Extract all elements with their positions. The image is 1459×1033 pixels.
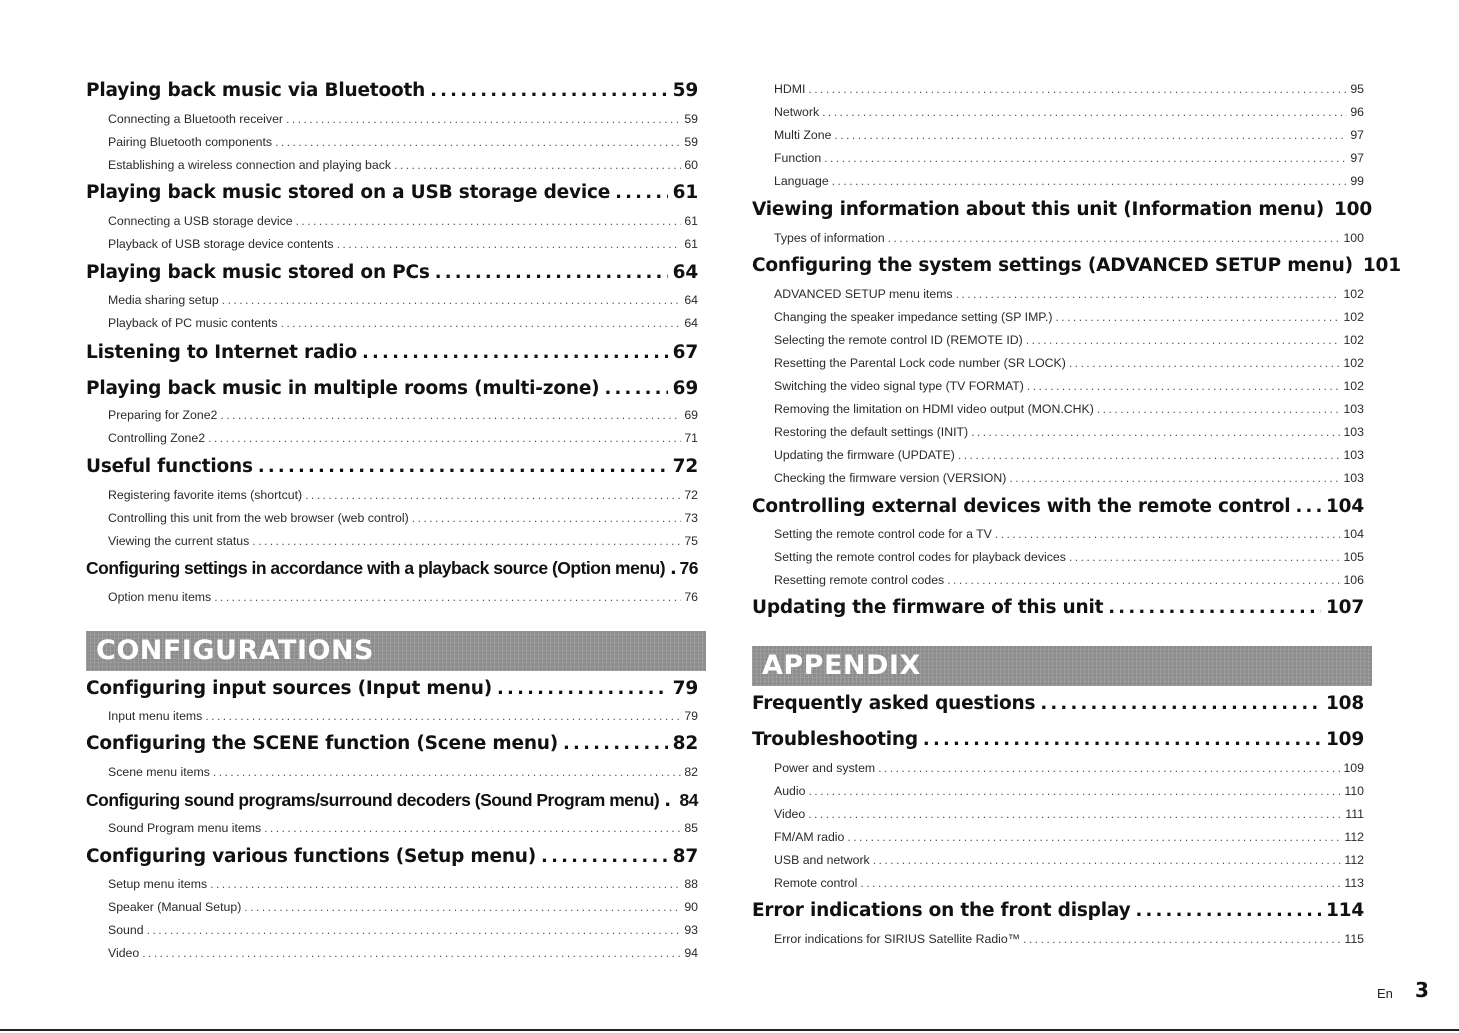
toc-entry-title: Option menu items <box>108 590 212 604</box>
dot-leader <box>1055 310 1340 324</box>
dot-leader <box>205 709 681 723</box>
toc-entry-title: Setting the remote control code for a TV <box>774 527 992 541</box>
toc-entry-page: 106 <box>1343 573 1364 587</box>
dot-leader <box>210 877 681 891</box>
toc-entry-page: 97 <box>1350 128 1364 142</box>
toc-entry-page: 102 <box>1343 379 1364 393</box>
toc-entry-title: Resetting the Parental Lock code number (SR LOCK) <box>774 356 1066 370</box>
toc-entry-title: Video <box>774 807 806 821</box>
toc-sub-entry[interactable] <box>108 946 698 960</box>
toc-sub-entry[interactable] <box>108 590 698 604</box>
toc-entry-title: Types of information <box>774 231 885 245</box>
dot-leader <box>1009 471 1340 485</box>
toc-entry-page: 76 <box>679 558 698 578</box>
toc-entry-title: Setting the remote control codes for playback devices <box>774 550 1066 564</box>
toc-entry-title: Updating the firmware of this unit <box>752 597 1104 618</box>
toc-entry-page: 69 <box>672 378 698 399</box>
toc-entry-page: 100 <box>1333 199 1372 220</box>
toc-entry-title: Changing the speaker impedance setting (SP IMP.) <box>774 310 1053 324</box>
toc-entry-title: Audio <box>774 784 806 798</box>
toc-sub-entry[interactable] <box>774 402 1364 416</box>
dot-leader <box>860 876 1341 890</box>
toc-entry-title: Removing the limitation on HDMI video output (MON.CHK) <box>774 402 1094 416</box>
dot-leader <box>1026 333 1341 347</box>
dot-leader <box>541 846 668 867</box>
dot-leader <box>808 807 1342 821</box>
toc-entry-page: 97 <box>1350 151 1364 165</box>
toc-sub-entry[interactable] <box>774 128 1364 142</box>
dot-leader <box>1069 550 1341 564</box>
toc-entry-page: 82 <box>672 733 698 754</box>
toc-entry-page: 105 <box>1343 550 1364 564</box>
toc-entry-page: 104 <box>1343 527 1364 541</box>
toc-sub-entry[interactable] <box>774 830 1364 844</box>
toc-entry-title: Sound <box>108 923 144 937</box>
toc-entry-page: 99 <box>1350 174 1364 188</box>
dot-leader <box>208 431 681 445</box>
toc-sub-entry[interactable] <box>108 112 698 126</box>
toc-entry-title: Configuring input sources (Input menu) <box>86 678 492 699</box>
dot-leader <box>264 821 681 835</box>
dot-leader <box>412 511 682 525</box>
toc-entry-title: Configuring sound programs/surround decoders (Sound Program menu) <box>86 790 660 810</box>
toc-sub-entry[interactable] <box>108 511 698 525</box>
dot-leader <box>435 262 668 283</box>
toc-entry-page: 108 <box>1325 693 1364 714</box>
dot-leader <box>888 231 1341 245</box>
toc-sub-entry[interactable] <box>774 807 1364 821</box>
dot-leader <box>604 378 667 399</box>
toc-sub-entry[interactable] <box>774 82 1364 96</box>
toc-entry-page: 102 <box>1343 333 1364 347</box>
toc-heading-entry[interactable] <box>86 678 698 699</box>
toc-entry-page: 71 <box>684 431 698 445</box>
toc-sub-entry[interactable] <box>774 573 1364 587</box>
dot-leader <box>362 342 668 363</box>
dot-leader <box>281 316 682 330</box>
dot-leader <box>213 765 681 779</box>
toc-entry-title: Language <box>774 174 829 188</box>
toc-sub-entry[interactable] <box>774 471 1364 485</box>
toc-entry-title: Restoring the default settings (INIT) <box>774 425 969 439</box>
toc-entry-title: Switching the video signal type (TV FORMAT) <box>774 379 1024 393</box>
dot-leader <box>878 761 1340 775</box>
dot-leader <box>824 151 1347 165</box>
toc-sub-entry[interactable] <box>774 310 1364 324</box>
toc-entry-title: Checking the firmware version (VERSION) <box>774 471 1007 485</box>
toc-entry-page: 100 <box>1343 231 1364 245</box>
toc-entry-title: Playing back music in multiple rooms (multi-zone) <box>86 378 600 399</box>
toc-entry-title: Playing back music via Bluetooth <box>86 80 426 101</box>
toc-heading-entry[interactable] <box>752 597 1364 618</box>
toc-entry-page: 73 <box>684 511 698 525</box>
toc-sub-entry[interactable] <box>774 550 1364 564</box>
toc-heading-entry[interactable] <box>752 496 1364 517</box>
footer-page-number: 3 <box>1415 978 1429 1002</box>
toc-entry-title: Listening to Internet radio <box>86 342 357 363</box>
toc-entry-title: Function <box>774 151 822 165</box>
toc-entry-title: HDMI <box>774 82 806 96</box>
dot-leader <box>670 558 674 579</box>
dot-leader <box>615 182 668 203</box>
toc-sub-entry[interactable] <box>774 174 1364 188</box>
toc-entry-title: Frequently asked questions <box>752 693 1036 714</box>
toc-entry-page: 113 <box>1344 876 1364 890</box>
dot-leader <box>244 900 681 914</box>
toc-entry-page: 64 <box>684 293 698 307</box>
banner-title: CONFIGURATIONS <box>96 635 374 666</box>
toc-entry-page: 79 <box>684 709 698 723</box>
toc-sub-entry[interactable] <box>774 784 1364 798</box>
toc-entry-page: 64 <box>684 316 698 330</box>
dot-leader <box>923 729 1321 750</box>
toc-entry-title: USB and network <box>774 853 870 867</box>
toc-entry-page: 103 <box>1343 471 1364 485</box>
toc-sub-entry[interactable] <box>108 534 698 548</box>
toc-entry-title: Error indications for SIRIUS Satellite Radio™ <box>774 932 1021 946</box>
toc-heading-entry[interactable] <box>86 558 698 579</box>
toc-entry-page: 115 <box>1344 932 1364 946</box>
toc-entry-page: 72 <box>684 488 698 502</box>
toc-sub-entry[interactable] <box>108 408 698 422</box>
dot-leader <box>147 923 682 937</box>
dot-leader <box>1135 900 1321 921</box>
toc-entry-page: 85 <box>684 821 698 835</box>
toc-sub-entry[interactable] <box>108 877 698 891</box>
toc-entry-page: 112 <box>1344 853 1364 867</box>
dot-leader <box>252 534 681 548</box>
toc-entry-title: Configuring the SCENE function (Scene menu) <box>86 733 559 754</box>
toc-heading-entry[interactable] <box>86 378 698 399</box>
dot-leader <box>1097 402 1341 416</box>
dot-leader <box>1069 356 1341 370</box>
toc-entry-title: Media sharing setup <box>108 293 219 307</box>
toc-sub-entry[interactable] <box>774 425 1364 439</box>
toc-entry-title: Configuring various functions (Setup menu) <box>86 846 537 867</box>
dot-leader <box>222 293 682 307</box>
dot-leader <box>214 590 681 604</box>
toc-entry-title: Remote control <box>774 876 858 890</box>
toc-entry-page: 87 <box>672 846 698 867</box>
toc-sub-entry[interactable] <box>774 333 1364 347</box>
toc-sub-entry[interactable] <box>108 709 698 723</box>
toc-entry-page: 93 <box>684 923 698 937</box>
toc-entry-title: FM/AM radio <box>774 830 845 844</box>
toc-sub-entry[interactable] <box>774 932 1364 946</box>
toc-entry-title: Registering favorite items (shortcut) <box>108 488 303 502</box>
toc-sub-entry[interactable] <box>774 853 1364 867</box>
toc-entry-page: 94 <box>684 946 698 960</box>
dot-leader <box>142 946 681 960</box>
dot-leader <box>873 853 1342 867</box>
toc-heading-entry[interactable] <box>86 262 698 283</box>
toc-entry-title: Scene menu items <box>108 765 210 779</box>
dot-leader <box>956 287 1341 301</box>
dot-leader <box>847 830 1341 844</box>
toc-entry-page: 88 <box>684 877 698 891</box>
toc-entry-title: Setup menu items <box>108 877 208 891</box>
toc-entry-page: 95 <box>1350 82 1364 96</box>
toc-sub-entry[interactable] <box>774 448 1364 462</box>
toc-entry-page: 76 <box>684 590 698 604</box>
toc-entry-title: Configuring the system settings (ADVANCED SETUP menu) <box>752 255 1353 276</box>
toc-entry-title: Pairing Bluetooth components <box>108 135 273 149</box>
toc-entry-page: 59 <box>672 80 698 101</box>
dot-leader <box>337 237 682 251</box>
toc-heading-entry[interactable] <box>752 199 1372 220</box>
toc-sub-entry[interactable] <box>774 379 1364 393</box>
toc-entry-title: Updating the firmware (UPDATE) <box>774 448 955 462</box>
dot-leader <box>995 527 1341 541</box>
toc-sub-entry[interactable] <box>108 316 698 330</box>
toc-entry-page: 75 <box>684 534 698 548</box>
toc-heading-entry[interactable] <box>86 80 698 101</box>
toc-heading-entry[interactable] <box>86 790 698 811</box>
toc-sub-entry[interactable] <box>108 214 698 228</box>
dot-leader <box>430 80 668 101</box>
toc-entry-page: 103 <box>1343 402 1364 416</box>
dot-leader <box>305 488 681 502</box>
toc-heading-entry[interactable] <box>752 900 1364 921</box>
toc-entry-page: 102 <box>1343 356 1364 370</box>
toc-entry-page: 112 <box>1344 830 1364 844</box>
toc-entry-title: Power and system <box>774 761 876 775</box>
toc-heading-entry[interactable] <box>86 456 698 477</box>
toc-entry-page: 61 <box>672 182 698 203</box>
toc-entry-title: Controlling this unit from the web browser (web control) <box>108 511 409 525</box>
toc-entry-page: 60 <box>684 158 698 172</box>
toc-entry-page: 59 <box>684 135 698 149</box>
toc-entry-page: 109 <box>1343 761 1364 775</box>
toc-entry-title: Useful functions <box>86 456 253 477</box>
toc-entry-title: Playing back music stored on PCs <box>86 262 430 283</box>
toc-heading-entry[interactable] <box>752 255 1401 276</box>
toc-entry-title: Input menu items <box>108 709 203 723</box>
toc-entry-page: 104 <box>1325 496 1364 517</box>
toc-entry-title: Connecting a Bluetooth receiver <box>108 112 283 126</box>
toc-entry-title: Playing back music stored on a USB storage device <box>86 182 611 203</box>
dot-leader <box>832 174 1348 188</box>
dot-leader <box>563 733 668 754</box>
toc-entry-title: Sound Program menu items <box>108 821 262 835</box>
toc-heading-entry[interactable] <box>86 182 698 203</box>
dot-leader <box>664 790 674 811</box>
toc-entry-page: 114 <box>1325 900 1364 921</box>
dot-leader <box>1023 932 1341 946</box>
toc-sub-entry[interactable] <box>108 135 698 149</box>
toc-entry-page: 79 <box>672 678 698 699</box>
toc-entry-page: 72 <box>672 456 698 477</box>
toc-entry-page: 103 <box>1343 448 1364 462</box>
toc-entry-page: 84 <box>679 790 698 810</box>
dot-leader <box>1295 496 1321 517</box>
dot-leader <box>822 105 1347 119</box>
toc-sub-entry[interactable] <box>108 821 698 835</box>
dot-leader <box>220 408 681 422</box>
toc-entry-page: 102 <box>1343 310 1364 324</box>
toc-sub-entry[interactable] <box>774 105 1364 119</box>
toc-entry-page: 64 <box>672 262 698 283</box>
dot-leader <box>808 784 1341 798</box>
toc-entry-page: 90 <box>684 900 698 914</box>
dot-leader <box>296 214 682 228</box>
toc-sub-entry[interactable] <box>774 151 1364 165</box>
toc-entry-title: Connecting a USB storage device <box>108 214 293 228</box>
toc-entry-page: 101 <box>1362 255 1401 276</box>
dot-leader <box>1108 597 1321 618</box>
dot-leader <box>286 112 681 126</box>
toc-entry-title: Network <box>774 105 820 119</box>
toc-sub-entry[interactable] <box>774 356 1364 370</box>
toc-entry-title: Error indications on the front display <box>752 900 1131 921</box>
toc-entry-title: Configuring settings in accordance with a playback source (Option menu) <box>86 558 666 578</box>
dot-leader <box>275 135 681 149</box>
toc-entry-page: 82 <box>684 765 698 779</box>
toc-entry-page: 110 <box>1344 784 1364 798</box>
toc-entry-title: Controlling Zone2 <box>108 431 206 445</box>
toc-entry-page: 96 <box>1350 105 1364 119</box>
toc-entry-title: Resetting remote control codes <box>774 573 945 587</box>
toc-heading-entry[interactable] <box>752 729 1364 750</box>
toc-entry-title: Video <box>108 946 140 960</box>
toc-entry-page: 107 <box>1325 597 1364 618</box>
dot-leader <box>394 158 681 172</box>
dot-leader <box>258 456 668 477</box>
toc-entry-page: 111 <box>1345 807 1364 821</box>
toc-sub-entry[interactable] <box>108 237 698 251</box>
toc-entry-title: Speaker (Manual Setup) <box>108 900 242 914</box>
dot-leader <box>808 82 1347 96</box>
toc-entry-title: Controlling external devices with the remote control <box>752 496 1291 517</box>
toc-entry-page: 102 <box>1343 287 1364 301</box>
toc-sub-entry[interactable] <box>774 287 1364 301</box>
toc-sub-entry[interactable] <box>774 231 1364 245</box>
section-banner-appendix <box>752 646 1372 686</box>
toc-entry-page: 59 <box>684 112 698 126</box>
bottom-rule <box>0 1029 1459 1031</box>
dot-leader <box>947 573 1340 587</box>
toc-sub-entry[interactable] <box>108 158 698 172</box>
toc-entry-title: Playback of USB storage device contents <box>108 237 334 251</box>
banner-title: APPENDIX <box>762 650 921 681</box>
toc-heading-entry[interactable] <box>86 342 698 363</box>
toc-entry-page: 69 <box>684 408 698 422</box>
toc-sub-entry[interactable] <box>108 431 698 445</box>
toc-entry-page: 61 <box>684 214 698 228</box>
toc-sub-entry[interactable] <box>774 761 1364 775</box>
section-banner-configurations <box>86 631 706 671</box>
toc-heading-entry[interactable] <box>86 846 698 867</box>
toc-sub-entry[interactable] <box>774 876 1364 890</box>
toc-entry-title: Preparing for Zone2 <box>108 408 218 422</box>
toc-entry-title: Multi Zone <box>774 128 832 142</box>
footer-language: En <box>1377 986 1393 1001</box>
toc-entry-title: Troubleshooting <box>752 729 918 750</box>
toc-entry-page: 67 <box>672 342 698 363</box>
toc-heading-entry[interactable] <box>752 693 1364 714</box>
dot-leader <box>834 128 1347 142</box>
toc-entry-title: Selecting the remote control ID (REMOTE ID) <box>774 333 1023 347</box>
toc-sub-entry[interactable] <box>108 765 698 779</box>
toc-entry-title: Viewing information about this unit (Information menu) <box>752 199 1324 220</box>
toc-entry-title: Establishing a wireless connection and playing back <box>108 158 391 172</box>
toc-sub-entry[interactable] <box>108 900 698 914</box>
dot-leader <box>958 448 1341 462</box>
toc-sub-entry[interactable] <box>108 923 698 937</box>
toc-sub-entry[interactable] <box>108 293 698 307</box>
toc-heading-entry[interactable] <box>86 733 698 754</box>
toc-entry-title: ADVANCED SETUP menu items <box>774 287 953 301</box>
dot-leader <box>1027 379 1341 393</box>
toc-entry-page: 109 <box>1325 729 1364 750</box>
toc-sub-entry[interactable] <box>108 488 698 502</box>
toc-entry-page: 61 <box>684 237 698 251</box>
dot-leader <box>971 425 1340 439</box>
dot-leader <box>497 678 668 699</box>
dot-leader <box>1040 693 1321 714</box>
toc-entry-page: 103 <box>1343 425 1364 439</box>
toc-entry-title: Playback of PC music contents <box>108 316 278 330</box>
toc-entry-title: Viewing the current status <box>108 534 250 548</box>
toc-sub-entry[interactable] <box>774 527 1364 541</box>
